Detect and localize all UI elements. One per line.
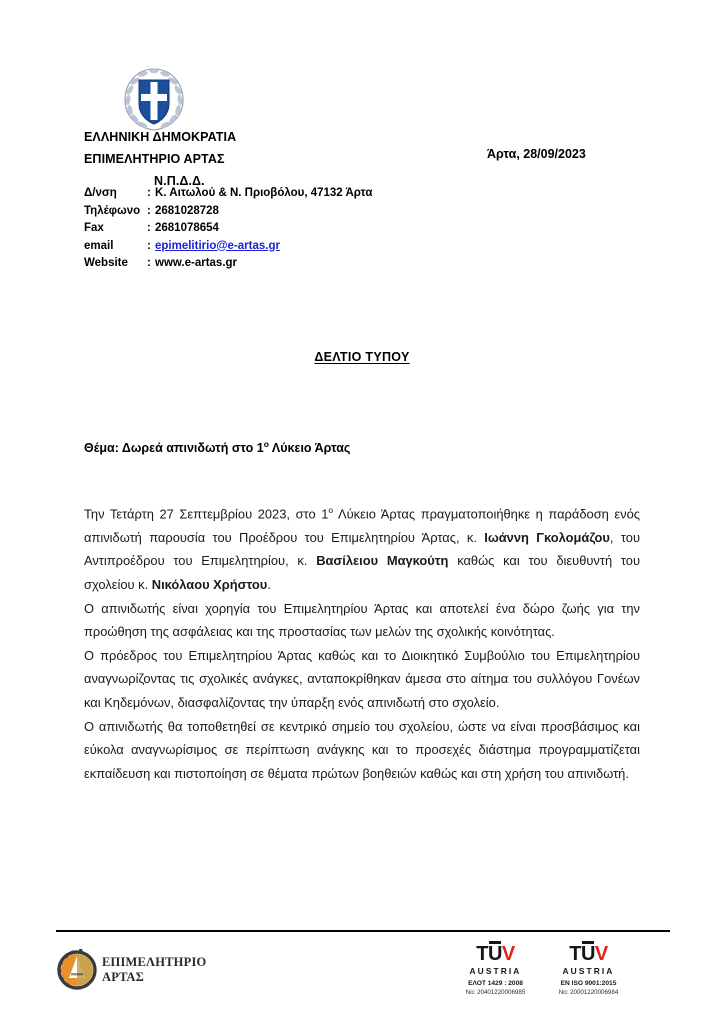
org-subname: ΕΠΙΜΕΛΗΤΗΡΙΟ ΑΡΤΑΣ — [84, 152, 225, 166]
certification-badge-elot — [458, 944, 533, 997]
chamber-logo-text — [102, 955, 206, 985]
contact-value-address: Κ. Αιτωλού & Ν. Πριοβόλου, 47132 Άρτα — [155, 187, 373, 199]
org-name: ΕΛΛΗΝΙΚΗ ΔΗΜΟΚΡΑΤΙΑ — [84, 130, 237, 144]
p1-run-4: καθώς και του διευθυντή του σχολείου κ. — [84, 553, 640, 593]
chamber-logo — [57, 947, 206, 993]
p1-ordinal: ο — [328, 505, 334, 515]
tuv-brand-label: AUSTRIA — [562, 966, 615, 976]
certification-number: No: 20401220006985 — [465, 989, 526, 996]
contact-row-email — [84, 238, 372, 256]
body-content — [84, 499, 640, 785]
tuv-letter-v: V — [594, 943, 608, 965]
p1-person-headmaster: Νικόλαου Χρήστου — [151, 577, 268, 593]
document-title — [0, 350, 724, 364]
greek-coat-of-arms-icon — [118, 64, 190, 134]
certification-standard: ΕΛΟΤ 1429 : 2008 — [468, 979, 523, 987]
tuv-letter-t: T — [476, 943, 488, 965]
contact-label: Fax — [84, 222, 104, 234]
contact-separator: : — [147, 204, 151, 217]
contact-value-phone: 2681028728 — [155, 204, 219, 217]
certification-number: No: 20001220006984 — [558, 989, 619, 996]
paragraph-1 — [84, 499, 640, 597]
chamber-of-arta-emblem-icon — [57, 947, 105, 993]
contact-value-website: www.e-artas.gr — [155, 257, 238, 269]
footer-divider — [56, 930, 670, 932]
contact-label: Website — [84, 257, 128, 269]
p1-person-vice-president: Βασίλειου Μαγκούτη — [316, 553, 449, 569]
subject-line — [84, 439, 350, 455]
contact-separator: : — [147, 187, 151, 199]
tuv-letter-u: U — [487, 943, 502, 965]
p1-person-president: Ιωάννη Γκολομάζου — [484, 529, 610, 545]
tuv-brand-label: AUSTRIA — [469, 966, 522, 976]
org-legal-form: Ν.Π.Δ.Δ. — [154, 174, 205, 188]
chamber-logo-line-1: ΕΠΙΜΕΛΗΤΗΡΙΟ — [102, 955, 207, 969]
document-title-text: ΔΕΛΤΙΟ ΤΥΠΟΥ — [314, 350, 410, 364]
p1-run-3: , του Αντιπροέδρου του Επιμελητηρίου, κ. — [84, 529, 640, 569]
organization-block — [84, 126, 504, 192]
subject-text-before: Δωρεά απινιδωτή στο 1 — [118, 441, 264, 456]
subject-label: Θέμα: — [84, 441, 119, 456]
tuv-letter-t: T — [569, 943, 581, 965]
tuv-letter-u: U — [580, 943, 595, 965]
contact-row-address — [84, 185, 372, 203]
contact-label: Τηλέφωνο — [84, 204, 141, 217]
email-link[interactable]: epimelitirio@e-artas.gr — [155, 239, 280, 252]
paragraph-3: Ο πρόεδρος του Επιμελητηρίου Άρτας καθώς και το Διοικητικό Συμβούλιο του Επιμελητηρίου αναγνωρίζοντας τις σχολικές ανάγκες, ανταποκρίθηκαν άμεσα στο αίτημα του συλλόγου Γονέων και Κηδεμόνων, διασφαλίζοντας την ύπαρξη ενός απινιδωτή στο σχολείο. — [84, 647, 640, 711]
tuv-austria-logo-icon — [569, 944, 608, 965]
subject-ordinal: ο — [263, 439, 269, 449]
contact-separator: : — [147, 239, 151, 252]
contact-separator: : — [147, 222, 151, 234]
certification-badge-iso — [551, 944, 626, 997]
tuv-austria-logo-icon — [476, 944, 515, 965]
tuv-letter-v: V — [501, 943, 515, 965]
p1-run-1: Την Τετάρτη 27 Σεπτεμβρίου 2023, στο 1 — [84, 506, 329, 522]
contact-label: Δ/νση — [84, 187, 117, 199]
p1-run-2: Λύκειο Άρτας πραγματοποιήθηκε η παράδοση ενός απινιδωτή παρουσία του Προέδρου του Επιμελητηρίου Άρτας, κ. — [84, 506, 640, 545]
contact-row-website — [84, 255, 372, 273]
subject-text-after: Λύκειο Άρτας — [268, 441, 351, 456]
certification-standard: EN ISO 9001:2015 — [560, 979, 617, 987]
contact-value-fax: 2681078654 — [155, 222, 219, 234]
contact-separator: : — [147, 257, 151, 269]
document-date: Άρτα, 28/09/2023 — [487, 147, 586, 161]
paragraph-2: Ο απινιδωτής είναι χορηγία του Επιμελητηρίου Άρτας και αποτελεί ένα δώρο ζωής για την προώθηση της ασφάλειας και της προστασίας των μελών της σχολικής κοινότητας. — [84, 600, 640, 640]
paragraph-4: Ο απινιδωτής θα τοποθετηθεί σε κεντρικό σημείο του σχολείου, ώστε να είναι προσβάσιμος και εύκολα αναγνωρίσιμος σε περίπτωση ανάγκης και το προσεχές διάστημα προγραμματίζεται εκπαίδευση και πιστοποίηση σε θέματα πρώτων βοηθειών καθώς και στη χρήση του απινιδωτή. — [84, 718, 640, 781]
contact-row-phone — [84, 203, 372, 221]
certification-badges — [458, 944, 626, 997]
contact-row-fax — [84, 220, 372, 238]
chamber-logo-line-2: ΑΡΤΑΣ — [102, 970, 144, 984]
contact-label: email — [84, 239, 114, 252]
p1-run-5: . — [267, 577, 271, 593]
contact-details — [84, 185, 372, 273]
